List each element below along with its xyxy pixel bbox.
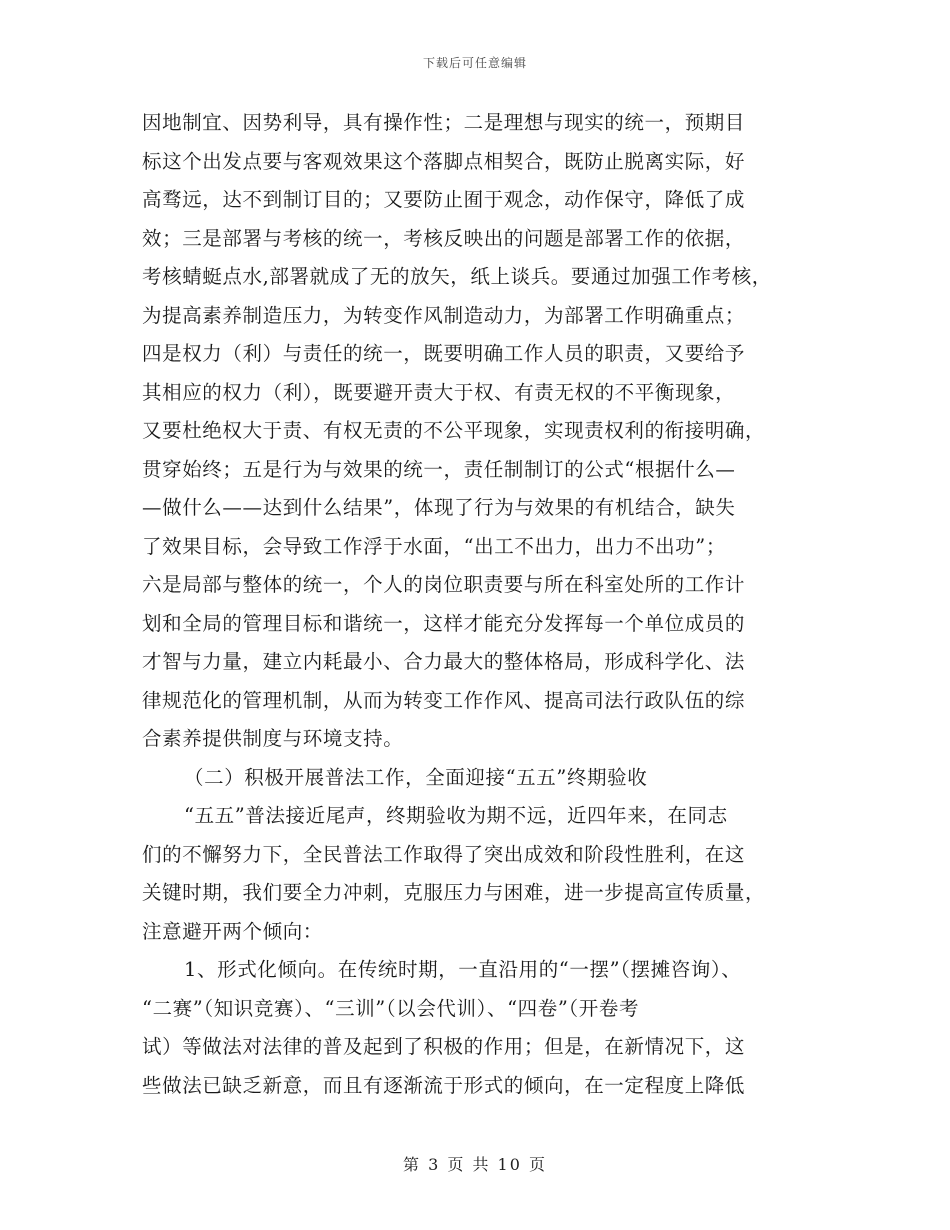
text-line: 标这个出发点要与客观效果这个落脚点相契合，既防止脱离实际，好 <box>142 149 746 173</box>
text-line: 们的不懈努力下，全民普法工作取得了突出成效和阶段性胜利，在这 <box>142 842 746 866</box>
text-line: 四是权力（利）与责任的统一，既要明确工作人员的职责，又要给予 <box>142 342 746 365</box>
page-number-footer: 第 3 页 共 10 页 <box>403 1155 547 1174</box>
text-line: 1、形式化倾向。在传统时期，一直沿用的“一摆”（摆摊咨询）、 <box>184 958 742 981</box>
text-line: 因地制宜、因势利导，具有操作性；二是理想与现实的统一，预期目 <box>142 111 746 134</box>
text-line: 高骛远，达不到制订目的；又要防止囿于观念，动作保守，降低了成 <box>142 188 746 211</box>
page-header-note: 下载后可任意编辑 <box>422 56 527 70</box>
text-line: 效；三是部署与考核的统一，考核反映出的问题是部署工作的依据， <box>142 226 746 250</box>
text-line: 律规范化的管理机制，从而为转变工作作风、提高司法行政队伍的综 <box>142 688 746 712</box>
text-line: 为提高素养制造压力，为转变作风制造动力，为部署工作明确重点； <box>142 303 746 327</box>
text-line: 其相应的权力（利），既要避开责大于权、有责无权的不平衡现象， <box>142 380 736 404</box>
text-line: “二赛”（知识竞赛）、“三训”（以会代训）、“四卷”（开卷考 <box>142 996 640 1020</box>
text-line: 合素养提供制度与环境支持。 <box>142 727 404 750</box>
text-line: 考核蜻蜓点水,部署就成了无的放矢，纸上谈兵。要通过加强工作考核， <box>142 265 772 288</box>
section-heading: （二）积极开展普法工作，全面迎接“五五”终期验收 <box>184 765 648 789</box>
document-body <box>142 104 822 1105</box>
text-line: “五五”普法接近尾声，终期验收为期不远，近四年来，在同志 <box>184 804 728 827</box>
text-line: —做什么——达到什么结果”，体现了行为与效果的有机结合，缺失 <box>142 496 736 519</box>
text-line: 贯穿始终；五是行为与效果的统一，责任制制订的公式“根据什么— <box>142 457 736 481</box>
text-line: 又要杜绝权大于责、有权无责的不公平现象，实现责权利的衔接明确， <box>142 419 766 442</box>
text-line: 注意避开两个倾向： <box>142 919 323 943</box>
text-line: 关键时期，我们要全力冲刺，克服压力与困难，进一步提高宣传质量， <box>142 881 766 904</box>
text-line: 才智与力量，建立内耗最小、合力最大的整体格局，形成科学化、法 <box>142 650 746 673</box>
text-line: 试）等做法对法律的普及起到了积极的作用；但是，在新情况下，这 <box>142 1035 746 1058</box>
text-line: 划和全局的管理目标和谐统一，这样才能充分发挥每一个单位成员的 <box>142 611 746 635</box>
text-line: 六是局部与整体的统一，个人的岗位职责要与所在科室处所的工作计 <box>142 573 746 596</box>
text-line: 了效果目标，会导致工作浮于水面，“出工不出力，出力不出功”； <box>142 534 726 558</box>
text-line: 些做法已缺乏新意，而且有逐渐流于形式的倾向，在一定程度上降低 <box>142 1073 746 1097</box>
